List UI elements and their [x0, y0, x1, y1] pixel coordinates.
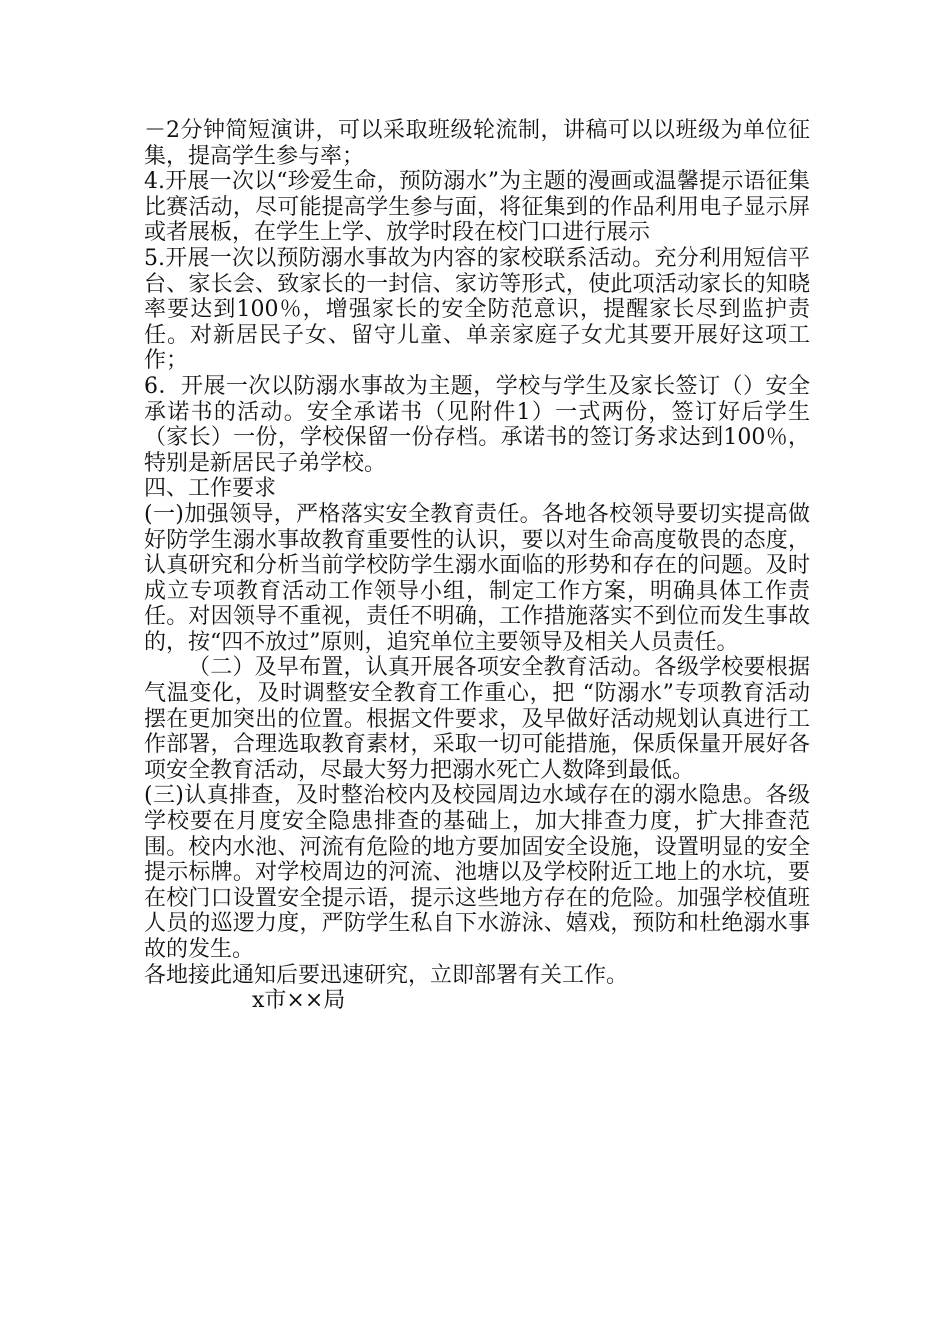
paragraph-closing: 各地接此通知后要迅速研究，立即部署有关工作。: [144, 962, 629, 988]
paragraph-requirement-2: （二）及早布置，认真开展各项安全教育活动。各级学校要根据气温变化，及时调整安全教育工作重心，把 “防溺水”专项教育活动摆在更加突出的位置。根据文件要求，及早做好活动规划认真进行工作部署，合理选取教育素材，采取一切可能措施，保质保量开展好各项安全教育活动，尽最大努力把溺水死亡人数降到最低。: [144, 655, 810, 783]
paragraph-speech-continuation: －2分钟简短演讲，可以采取班级轮流制，讲稿可以以班级为单位征集，提高学生参与率；: [144, 118, 810, 169]
paragraph-item-6: 6．开展一次以防溺水事故为主题，学校与学生及家长签订（）安全承诺书的活动。安全承诺书（见附件1）一式两份，签订好后学生（家长）一份，学校保留一份存档。承诺书的签订务求达到100％，特别是新居民子弟学校。: [144, 373, 810, 476]
section-heading-work-requirements: 四、工作要求: [144, 476, 277, 502]
paragraph-item-5: 5.开展一次以预防溺水事故为内容的家校联系活动。充分利用短信平台、家长会、致家长的一封信、家访等形式，使此项活动家长的知晓率要达到100％，增强家长的安全防范意识，提醒家长尽到监护责任。对新居民子女、留守儿童、单亲家庭子女尤其要开展好这项工作；: [144, 245, 810, 374]
paragraph-requirement-1: (一)加强领导，严格落实安全教育责任。各地各校领导要切实提高做好防学生溺水事故教育重要性的认识，要以对生命高度敬畏的态度，认真研究和分析当前学校防学生溺水面临的形势和存在的问题。及时成立专项教育活动工作领导小组，制定工作方案，明确具体工作责任。对因领导不重视，责任不明确，工作措施落实不到位而发生事故的，按“四不放过”原则，追究单位主要领导及相关人员责任。: [144, 501, 810, 655]
document-page: [144, 118, 810, 1014]
paragraph-requirement-3: (三)认真排查，及时整治校内及校园周边水域存在的溺水隐患。各级学校要在月度安全隐患排查的基础上，加大排查力度，扩大排查范围。校内水池、河流有危险的地方要加固安全设施，设置明显的安全提示标牌。对学校周边的河流、池塘以及学校附近工地上的水坑，要在校门口设置安全提示语，提示这些地方存在的危险。加强学校值班人员的巡逻力度，严防学生私自下水游泳、嬉戏，预防和杜绝溺水事故的发生。: [144, 783, 810, 962]
paragraph-item-4: 4.开展一次以“珍爱生命，预防溺水”为主题的漫画或温馨提示语征集比赛活动，尽可能提高学生参与面，将征集到的作品利用电子显示屏或者展板，在学生上学、放学时段在校门口进行展示: [144, 169, 810, 246]
signature-issuer: x市××局: [252, 988, 346, 1014]
